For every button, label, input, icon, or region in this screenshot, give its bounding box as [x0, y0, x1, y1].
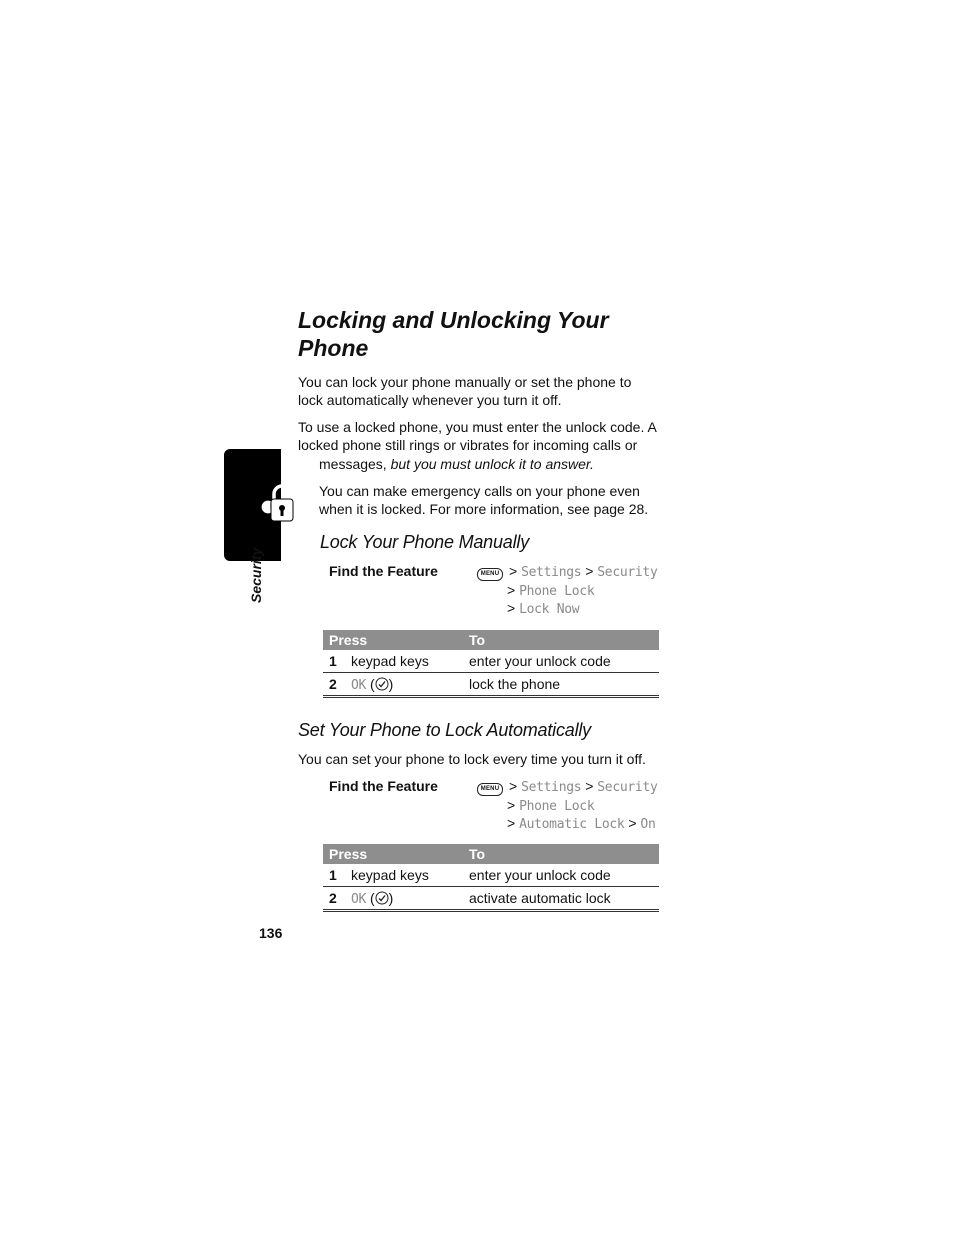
press-table-automatic: [323, 844, 659, 912]
menu-key-icon: MENU: [477, 783, 503, 796]
menu-item-phone-lock: Phone Lock: [519, 798, 595, 814]
table-row: 2 OK ( ) lock the phone: [323, 673, 659, 697]
emergency-note: You can make emergency calls on your phone even when it is locked. For more information, see page 28.: [319, 483, 649, 517]
emphasis-text: but you must unlock it to answer.: [390, 456, 594, 472]
table-header-row: [323, 630, 659, 650]
menu-item-lock-now: Lock Now: [519, 602, 580, 617]
page-number: 136: [259, 925, 283, 941]
ok-key-label: OK: [351, 677, 367, 693]
feature-path: MENU > Settings > Security > Phone Lock > Lock Now: [477, 563, 657, 619]
intro-paragraph-1: You can lock your phone manually or set the phone to lock automatically whenever you turn it off.: [298, 374, 632, 408]
column-header-to: To: [463, 630, 659, 650]
menu-item-security: Security: [597, 565, 658, 580]
table-row: 1 keypad keys enter your unlock code: [323, 864, 659, 887]
section2-intro: You can set your phone to lock every time you turn it off.: [298, 751, 646, 767]
menu-item-settings: Settings: [521, 565, 582, 580]
menu-item-security: Security: [597, 780, 658, 795]
column-header-press: Press: [323, 630, 463, 650]
ok-key-label: OK: [351, 891, 367, 907]
column-header-to: To: [463, 844, 659, 864]
menu-item-settings: Settings: [521, 780, 582, 795]
table-row: 2 OK ( ) activate automatic lock: [323, 887, 659, 911]
padlock-key-icon: [259, 483, 303, 529]
center-select-key-icon: [375, 891, 389, 905]
table-row: 1 keypad keys enter your unlock code: [323, 650, 659, 673]
section-heading-automatic: Set Your Phone to Lock Automatically: [298, 720, 591, 740]
page-title: Locking and Unlocking Your Phone: [298, 307, 609, 361]
menu-item-automatic-lock: Automatic Lock: [519, 817, 625, 832]
menu-item-on: On: [640, 817, 656, 832]
menu-item-phone-lock: Phone Lock: [519, 583, 595, 599]
find-feature-label: Find the Feature: [329, 563, 438, 579]
column-header-press: Press: [323, 844, 463, 864]
section-heading-manual: Lock Your Phone Manually: [320, 532, 530, 552]
intro-paragraph-2: To use a locked phone, you must enter the unlock code. A locked phone still rings or vibrates for incoming calls or: [298, 419, 657, 453]
find-feature-label: Find the Feature: [329, 778, 438, 794]
side-section-label: Security: [248, 547, 264, 603]
table-header-row: [323, 844, 659, 864]
menu-key-icon: MENU: [477, 568, 503, 581]
feature-path: MENU > Settings > Security > Phone Lock > Automatic Lock > On: [477, 778, 657, 834]
intro-paragraph-2-cont: messages, but you must unlock it to answer.: [319, 456, 594, 472]
center-select-key-icon: [375, 677, 389, 691]
press-table-manual: [323, 630, 659, 698]
